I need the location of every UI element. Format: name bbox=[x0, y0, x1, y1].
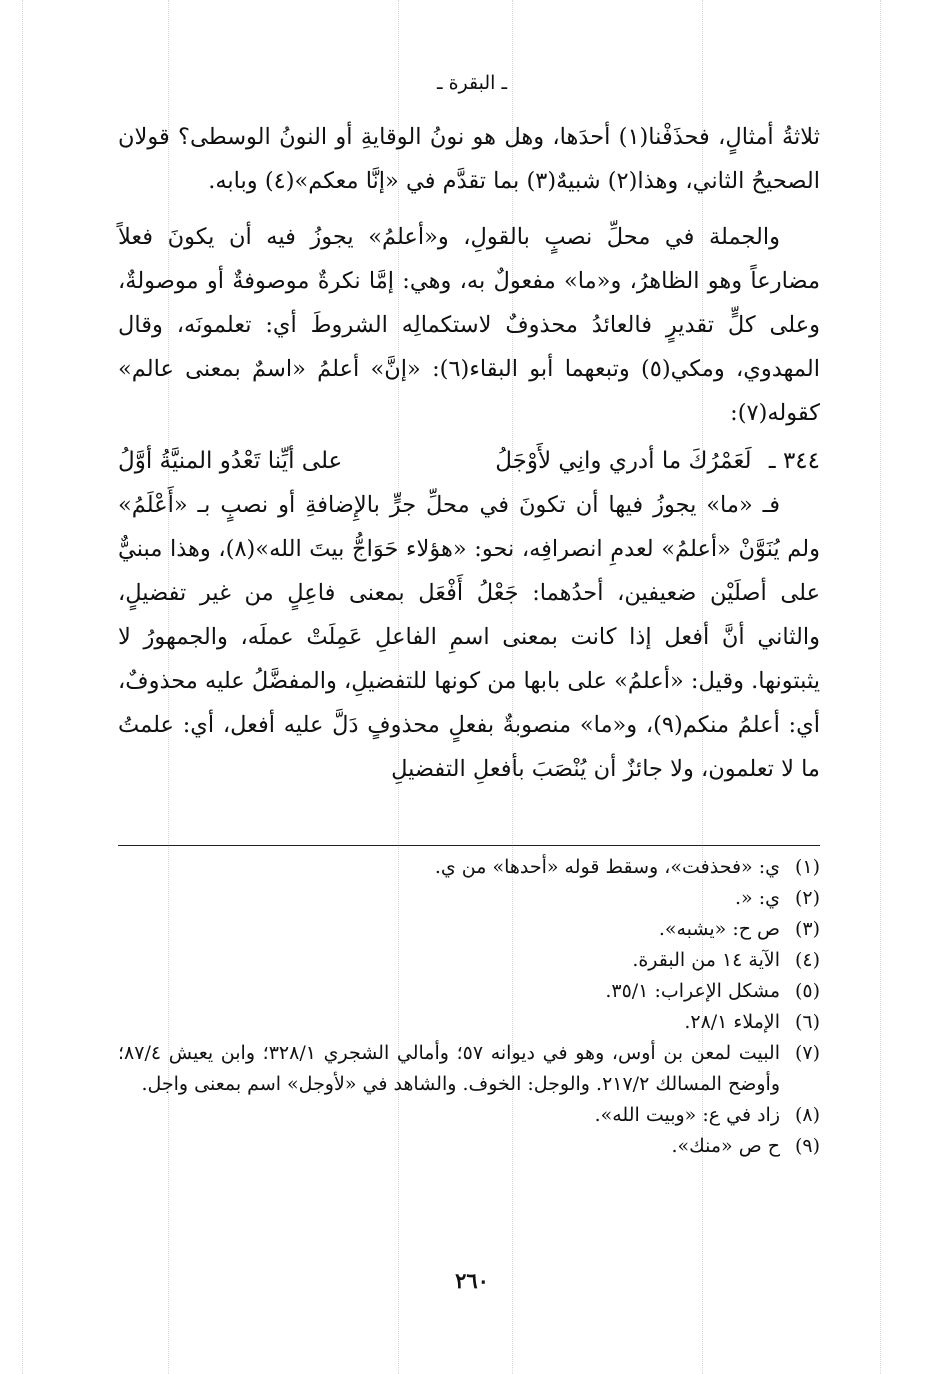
footnote-number: (٣) bbox=[794, 918, 820, 940]
footnote-item bbox=[118, 1007, 820, 1038]
verse-first-half bbox=[495, 439, 820, 483]
paragraph-3: فـ «ما» يجوزُ فيها أن تكونَ في محلِّ جرٍّ بالإِضافةِ أو نصبٍ بـ «أَعْلَمُ» ولم يُنَوَّنْ «أعلمُ» لعدمِ انصرافِه، نحو: «هؤلاء حَوَاجُّ بيتَ الله»(٨)، وهذا مبنيٌّ على أصلَيْن ضعيفين، أحدُهما: جَعْلُ أَفْعَل بمعنى فاعِلٍ من غير تفضيلٍ، والثاني أنَّ أفعل إذا كانت بمعنى اسمِ الفاعلِ عَمِلَتْ عملَه، والجمهورُ لا يثبتونها. وقيل: «أعلمُ» على بابها من كونها للتفضيلِ، والمفضَّلُ عليه محذوفٌ، أي: أعلمُ منكم(٩)، و«ما» منصوبةٌ بفعلٍ محذوفٍ دَلَّ عليه أفعل، أي: علمتُ ما لا تعلمون، ولا جائزٌ أن يُنْصَبَ بأفعلِ التفضيلِ bbox=[118, 492, 820, 782]
footnote-text: ص ح: «يشبه». bbox=[658, 918, 780, 940]
footnote-text: ي: «. bbox=[735, 887, 780, 909]
footnote-number: (٦) bbox=[794, 1011, 820, 1033]
verse-line bbox=[118, 439, 820, 483]
verse-hemistich-1: لَعَمْرُكَ ما أدري وانِي لأَوْجَلُ bbox=[495, 448, 752, 474]
main-text bbox=[118, 115, 820, 791]
footnote-text: البيت لمعن بن أوس، وهو في ديوانه ٥٧؛ وأمالي الشجري ٣٢٨/١؛ وابن يعيش ٨٧/٤؛ وأوضح المسالك ٢١٧/٢. والوجل: الخوف. والشاهد في «لأوجل» اسم بمعنى واجل. bbox=[118, 1042, 780, 1095]
verse-number: ٣٤٤ ـ bbox=[768, 448, 820, 474]
footnote-item bbox=[118, 914, 820, 945]
footnote-number: (٢) bbox=[794, 887, 820, 909]
footnote-item bbox=[118, 883, 820, 914]
footnote-separator bbox=[118, 845, 820, 846]
footnote-number: (٥) bbox=[794, 980, 820, 1002]
footnote-item bbox=[118, 976, 820, 1007]
page-number: ٢٦٠ bbox=[455, 1268, 489, 1293]
running-header: ـ البقرة ـ bbox=[436, 72, 508, 94]
footnotes bbox=[118, 852, 820, 1162]
footnote-number: (٤) bbox=[794, 949, 820, 971]
footnote-item bbox=[118, 1038, 820, 1100]
footnote-text: زاد في ع: «وبيت الله». bbox=[594, 1104, 780, 1126]
verse-hemistich-2: على أيِّنا تَعْدُو المنيَّةُ أوَّلُ bbox=[118, 448, 343, 474]
footnote-item bbox=[118, 1100, 820, 1131]
paragraph-2: والجملة في محلِّ نصبٍ بالقولِ، و«أعلمُ» يجوزُ فيه أن يكونَ فعلاً مضارعاً وهو الظاهرُ، و«ما» مفعولٌ به، وهي: إمَّا نكرةٌ موصوفةٌ أو موصولةٌ، وعلى كلٍّ تقديرٍ فالعائدُ محذوفٌ لاستكمالِه الشروطَ أي: تعلمونَه، وقال المهدوي، ومكي(٥) وتبعهما أبو البقاء(٦): «إنَّ» أعلمُ «اسمٌ بمعنى عالم» كقوله(٧): bbox=[118, 224, 820, 426]
footnote-text: مشكل الإعراب: ٣٥/١. bbox=[605, 980, 780, 1002]
footnote-text: ي: «فحذفت»، وسقط قوله «أحدها» من ي. bbox=[434, 856, 780, 878]
footnote-text: ح ص «منك». bbox=[671, 1135, 780, 1157]
scan-line bbox=[22, 0, 23, 1374]
footnote-text: الآية ١٤ من البقرة. bbox=[632, 949, 780, 971]
footnote-text: الإملاء ٢٨/١. bbox=[684, 1011, 780, 1033]
footnote-number: (٩) bbox=[794, 1135, 820, 1157]
footnote-number: (١) bbox=[794, 856, 820, 878]
footnote-item bbox=[118, 945, 820, 976]
footnote-item bbox=[118, 852, 820, 883]
footnote-item bbox=[118, 1131, 820, 1162]
scan-line bbox=[880, 0, 881, 1374]
footnote-number: (٨) bbox=[794, 1104, 820, 1126]
footnote-number: (٧) bbox=[794, 1042, 820, 1064]
paragraph-1: ثلاثةُ أمثالٍ، فحذَفْنا(١) أحدَها، وهل هو نونُ الوقايةِ أو النونُ الوسطى؟ قولان الصحيحُ الثاني، وهذا(٢) شبيهٌ(٣) بما تقدَّم في «إنَّا معكم»(٤) وبابه. bbox=[118, 124, 820, 194]
